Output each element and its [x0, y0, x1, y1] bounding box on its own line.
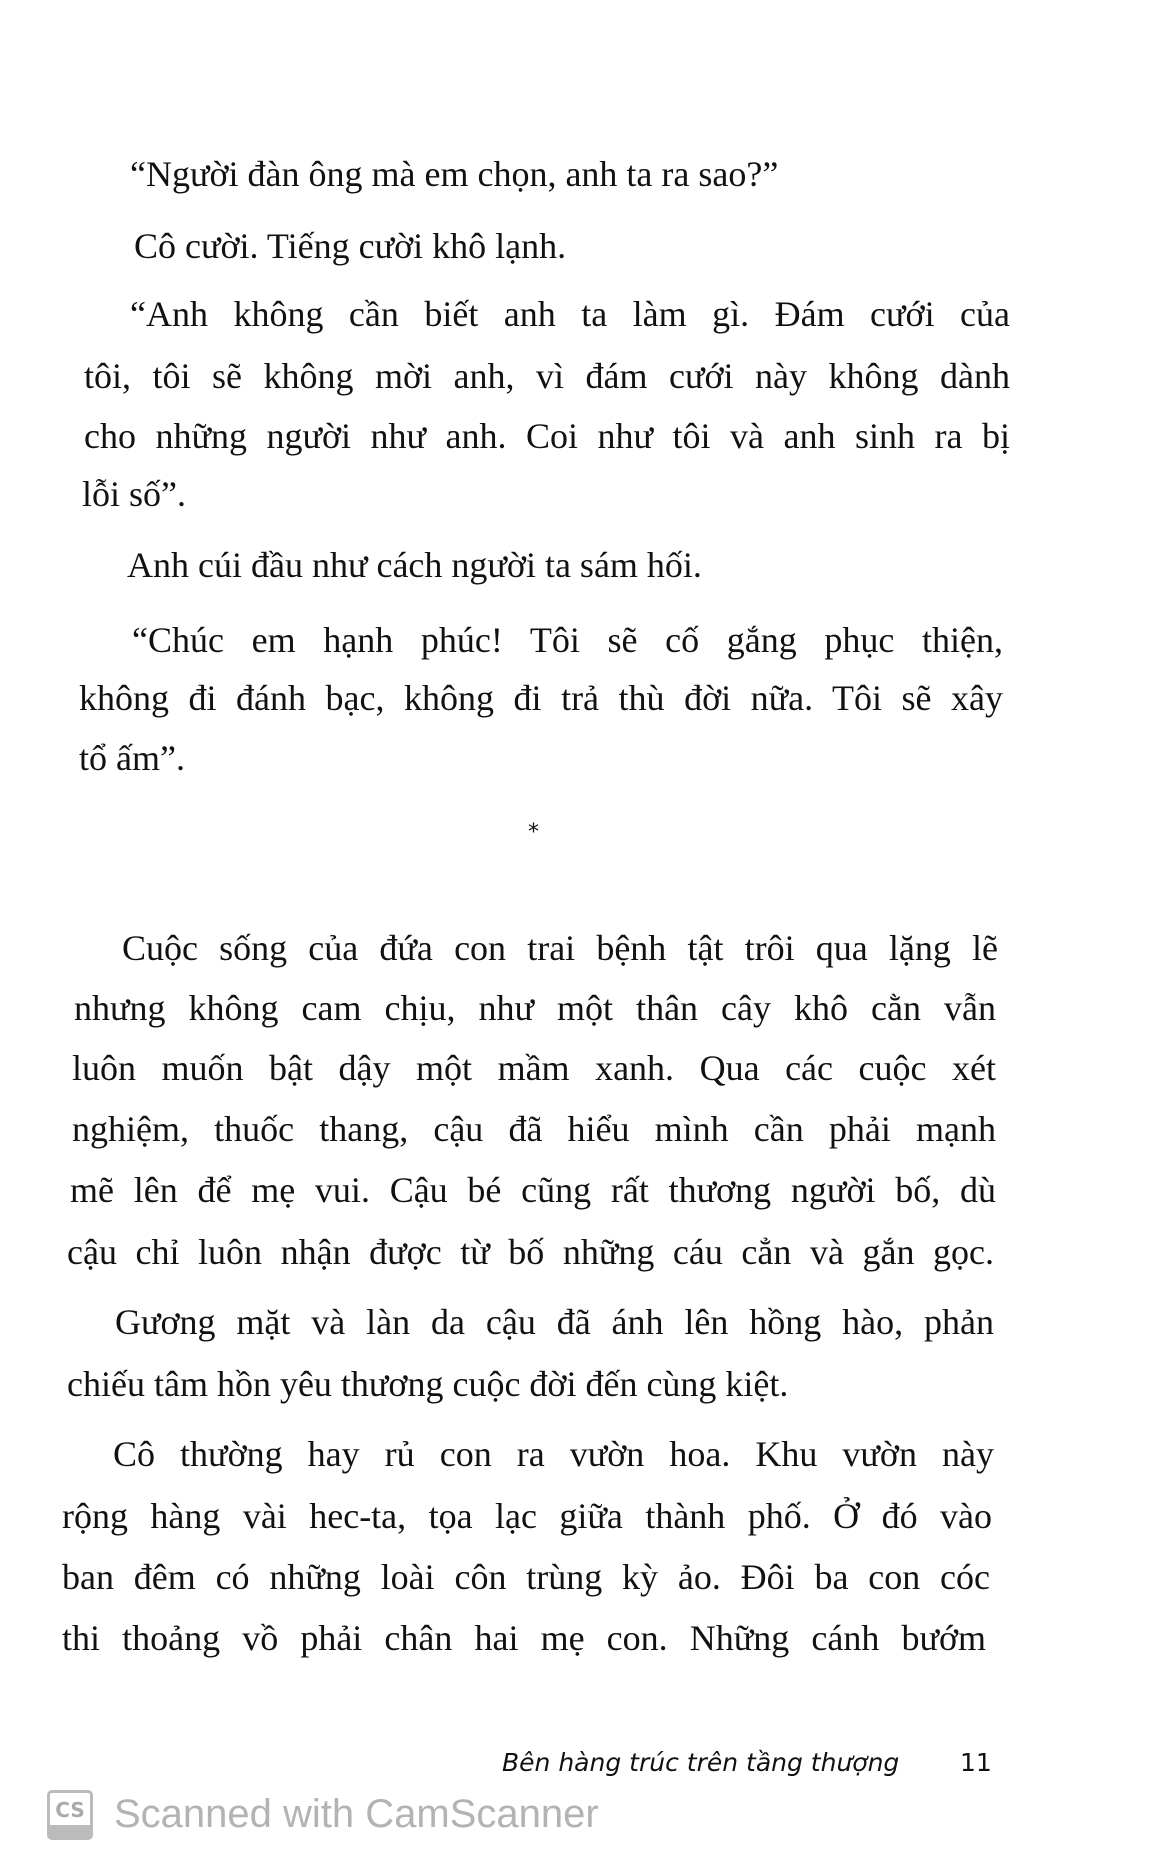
section-separator: * [528, 820, 539, 845]
text-line: Gương mặt và làn da cậu đã ánh lên hồng hào, phản [115, 1302, 994, 1342]
text-line: nghiệm, thuốc thang, cậu đã hiểu mình cần phải mạnh [72, 1109, 996, 1149]
text-line: mẽ lên để mẹ vui. Cậu bé cũng rất thương người bố, dù [70, 1170, 996, 1210]
page-number: 11 [960, 1748, 992, 1777]
text-line: ban đêm có những loài côn trùng kỳ ảo. Đôi ba con cóc [62, 1557, 990, 1597]
text-line: “Anh không cần biết anh ta làm gì. Đám cưới của [130, 294, 1010, 334]
text-line: tôi, tôi sẽ không mời anh, vì đám cưới này không dành [84, 356, 1010, 396]
text-line: chiếu tâm hồn yêu thương cuộc đời đến cùng kiệt. [67, 1364, 789, 1404]
running-footer-title: Bên hàng trúc trên tầng thượng [502, 1748, 900, 1777]
text-line: cho những người như anh. Coi như tôi và anh sinh ra bị [84, 416, 1010, 456]
text-line: “Người đàn ông mà em chọn, anh ta ra sao?” [130, 154, 779, 194]
text-line: Anh cúi đầu như cách người ta sám hối. [127, 545, 702, 585]
text-line: Cuộc sống của đứa con trai bệnh tật trôi qua lặng lẽ [122, 928, 998, 968]
text-line: “Chúc em hạnh phúc! Tôi sẽ cố gắng phục thiện, [132, 620, 1003, 660]
text-line: tổ ấm”. [79, 738, 185, 778]
camscanner-watermark: Scanned with CamScanner [114, 1792, 599, 1836]
text-line: Cô cười. Tiếng cười khô lạnh. [134, 226, 567, 266]
text-line: thi thoảng vồ phải chân hai mẹ con. Những cánh bướm [62, 1618, 986, 1658]
text-line: nhưng không cam chịu, như một thân cây khô cằn vẫn [74, 988, 996, 1028]
text-line: Cô thường hay rủ con ra vườn hoa. Khu vườn này [113, 1434, 994, 1474]
text-line: cậu chỉ luôn nhận được từ bố những cáu cẳn và gắn gọc. [67, 1232, 994, 1272]
camscanner-logo-icon: CS [47, 1790, 93, 1840]
text-line: rộng hàng vài hec-ta, tọa lạc giữa thành phố. Ở đó vào [62, 1496, 992, 1536]
text-line: lỗi số”. [82, 474, 186, 514]
text-line: luôn muốn bật dậy một mầm xanh. Qua các cuộc xét [72, 1048, 996, 1088]
text-line: không đi đánh bạc, không đi trả thù đời nữa. Tôi sẽ xây [79, 678, 1003, 718]
